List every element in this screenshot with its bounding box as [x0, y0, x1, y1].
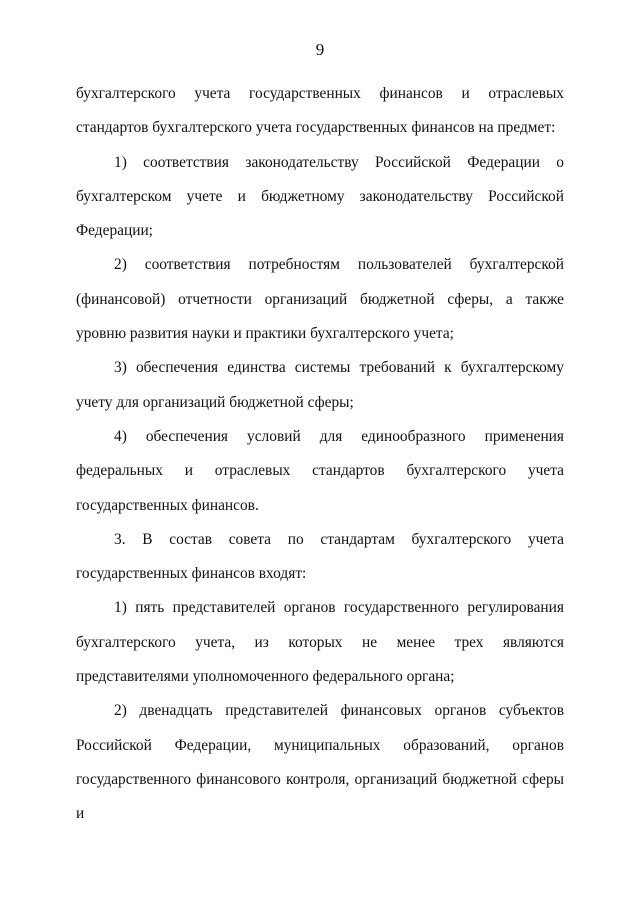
paragraph-continuation: бухгалтерского учета государственных финансов и отраслевых стандартов бухгалтерского учета государственных финансов на предмет:	[76, 85, 564, 137]
page-number: 9	[315, 40, 325, 59]
paragraph-section-3-council-composition: 3. В состав совета по стандартам бухгалтерского учета государственных финансов входят:	[76, 530, 564, 583]
paragraph-item-4-uniform-application: 4) обеспечения условий для единообразного применения федеральных и отраслевых стандартов бухгалтерского учета государственных финансов.	[76, 427, 564, 514]
paragraph-item-3-unity: 3) обеспечения единства системы требований к бухгалтерскому учету для организаций бюджетной сферы;	[76, 359, 564, 411]
paragraph-member-2-financial-bodies: 2) двенадцать представителей финансовых органов субъектов Российской Федерации, муниципальных образований, органов государственного финансового контроля, организаций бюджетной сферы и	[76, 702, 564, 823]
paragraph-item-1-legislation: 1) соответствия законодательству Российской Федерации о бухгалтерском учете и бюджетному законодательству Российской Федерации;	[76, 153, 564, 240]
document-body	[76, 77, 564, 832]
paragraph-member-1-regulators: 1) пять представителей органов государственного регулирования бухгалтерского учета, из которых не менее трех являются представителями уполномоченного федерального органа;	[76, 599, 564, 686]
paragraph-item-2-user-needs: 2) соответствия потребностям пользователей бухгалтерской (финансовой) отчетности организаций бюджетной сферы, а также уровню развития науки и практики бухгалтерского учета;	[76, 256, 564, 343]
